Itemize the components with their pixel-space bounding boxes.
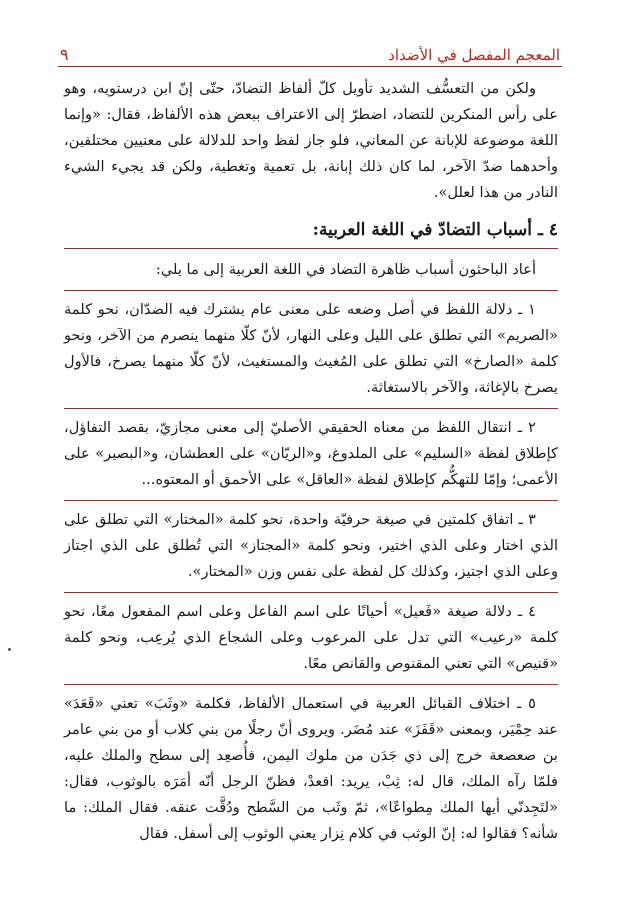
margin-speck <box>8 648 11 651</box>
divider <box>64 684 558 685</box>
section-heading: ٤ ـ أسباب التضادّ في اللغة العربية: <box>312 220 558 240</box>
running-head-title: المعجم المفصل في الأضداد <box>388 46 560 64</box>
page-number: ٩ <box>60 45 69 64</box>
cause-4-paragraph: ٤ ـ دلالة صيغة «فَعيل» أحيانًا على اسم الفاعل وعلى اسم المفعول معًا، نحو كلمة «رعيب» التي تدل على المرعوب وعلى الشجاع الذي يُرعِب، ونحو كلمة «قنيص» التي تعني المقنوص والقانص معًا. <box>64 603 558 672</box>
cause-3-paragraph: ٣ ـ اتفاق كلمتين في صيغة حرفيّة واحدة، نحو كلمة «المختار» التي تطلق على الذي اختار وعلى الذي اختير، ونحو كلمة «المجتاز» التي تُطلق على الذي اجتاز وعلى الذي اجتيز، وكذلك كل لفظة على نفس وزن «المختار». <box>64 511 558 580</box>
section-lead-paragraph: أعاد الباحثون أسباب ظاهرة التضاد في اللغة العربية إلى ما يلي: <box>155 261 536 278</box>
divider <box>64 408 558 409</box>
section-heading-rule <box>64 248 558 249</box>
divider <box>64 592 558 593</box>
cause-5-paragraph: ٥ ـ اختلاف القبائل العربية في استعمال الألفاظ، فكلمة «وثَبَ» تعني «قَعَدَ» عند حِمْيَر، وبمعنى «قَفَزَ» عند مُضَر. ويروى أنّ رجلًا من بني كلاب أو من بني عامر بن صعصعة خرج إلى ذي جَدَن من ملوك اليمن، فأُصعِد إلى سطح والملك عليه، فلمّا رآه الملك، قال له: ثِبْ، يريد: اقعدْ، فظنّ الرجل أنّه أمَرَه بالوثوب، فقال: «لتَجِدنّي أيها الملك مِطواعًا»، ثمّ وثَب من السَّطح ودُقَّت عنقه. فقال الملك: ما شأنه؟ فقالوا له: إنّ الوثب في كلام نِزار يعني الوثوب إلى أسفل. فقال <box>64 695 558 842</box>
divider <box>64 290 558 291</box>
cause-1-paragraph: ١ ـ دلالة اللفظ في أصل وضعه على معنى عام يشترك فيه الضدّان، نحو كلمة «الصريم» التي تطلق على الليل وعلى النهار، لأنّ كلّا منهما ينصرم من الآخر، ونحو كلمة «الصارخ» التي تطلق على المُغيث والمستغيث، لأنّ كلّا منهما يصرخ، فالأول يصرخ بالإغاثة، والآخر بالاستغاثة. <box>64 301 558 396</box>
page-body <box>64 76 558 847</box>
header-rule <box>58 66 562 67</box>
divider <box>64 500 558 501</box>
intro-paragraph: ولكن من التعسُّف الشديد تأويل كلّ ألفاظ التضادّ، حتّى إنّ ابن درستويه، وهو على رأس المنكرين للتضاد، اضطرّ إلى الاعتراف ببعض هذه الألفاظ، فقال: «وإنما اللغة موضوعة للإبانة عن المعاني، فلو جاز لفظ واحد للدلالة على معنيين مختلفين، وأحدهما ضدّ الآخر، لما كان ذلك إبانة، بل تعمية وتغطية، ولكن قد يجيء الشيء النادر من هذا لعلل». <box>64 80 558 201</box>
running-head <box>60 40 560 64</box>
cause-2-paragraph: ٢ ـ انتقال اللفظ من معناه الحقيقي الأصليّ إلى معنى مجازيّ، بقصد التفاؤل، كإطلاق لفظة «السليم» على الملدوغ، و«الريّان» على العطشان، و«البصير» على الأعمى؛ وإمّا للتهكُّم كإطلاق لفظة «العاقل» على الأحمق أو المعتوه... <box>64 419 558 488</box>
